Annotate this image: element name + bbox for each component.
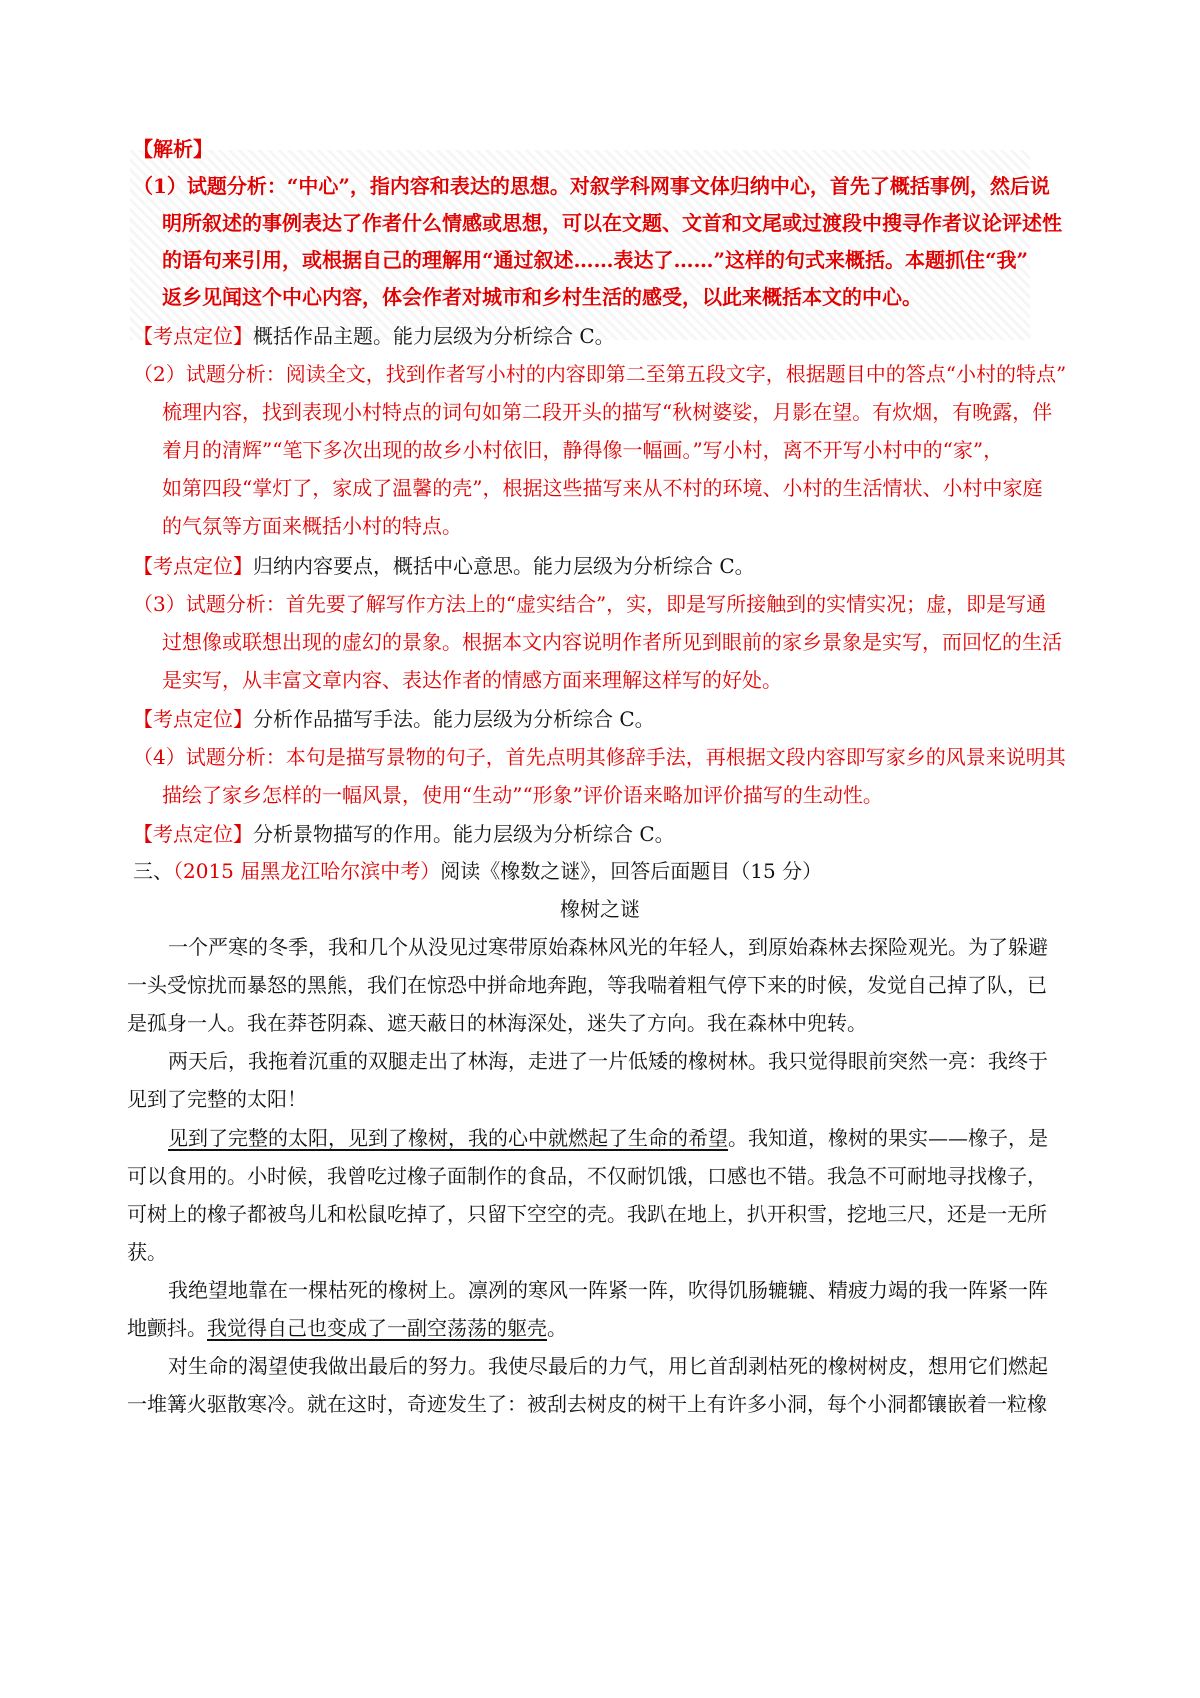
- p5-line-2: 一堆篝火驱散寒冷。就在这时，奇迹发生了：被刮去树皮的树干上有许多小洞，每个小洞都镶嵌着一粒橡: [127, 1392, 1047, 1416]
- kaodian-text: 概括作品主题。能力层级为分析综合 C。: [253, 324, 615, 348]
- p3-line-3: 可树上的橡子都被鸟儿和松鼠吃掉了，只留下空空的壳。我趴在地上，扒开积雪，挖地三尺，还是一无所: [127, 1202, 1047, 1226]
- kaodian-label: 【考点定位】: [133, 707, 253, 731]
- underlined-sentence-1: 见到了完整的太阳，见到了橡树，我的心中就燃起了生命的希望: [168, 1126, 728, 1150]
- section-3-heading: [133, 857, 822, 885]
- q1-line-3: 的语句来引用，或根据自己的理解用“通过叙述……表达了……”这样的句式来概括。本题抓住“我”: [162, 248, 1029, 272]
- p3-line-2: 可以食用的。小时候，我曾吃过橡子面制作的食品，不仅耐饥饿，口感也不错。我急不可耐地寻找橡子，: [127, 1164, 1047, 1188]
- p4-pre: 地颤抖。: [127, 1316, 207, 1340]
- section-source: （2015 届黑龙江哈尔滨中考）: [173, 859, 441, 883]
- q2-line-2: 梳理内容，找到表现小村特点的词句如第二段开头的描写“秋树婆娑，月影在望。有炊烟，有晚露，伴: [162, 400, 1053, 424]
- q4-line-1: （4）试题分析：本句是描写景物的句子，首先点明其修辞手法，再根据文段内容即写家乡的风景来说明其: [133, 745, 1066, 769]
- p4-end: 。: [547, 1316, 567, 1340]
- q2-line-1: （2）试题分析：阅读全文，找到作者写小村的内容即第二至第五段文字，根据题目中的答点“小村的特点”: [133, 362, 1067, 386]
- q3-line-3: 是实写，从丰富文章内容、表达作者的情感方面来理解这样写的好处。: [162, 668, 782, 692]
- kaodian-label: 【考点定位】: [133, 324, 253, 348]
- p1-line-1: 一个严寒的冬季，我和几个从没见过寒带原始森林风光的年轻人，到原始森林去探险观光。为了躲避: [168, 935, 1048, 959]
- p1-line-2: 一头受惊扰而暴怒的黑熊，我们在惊恐中拼命地奔跑，等我喘着粗气停下来的时候，发觉自己掉了队，已: [127, 973, 1047, 997]
- q2-line-3: 着月的清辉”“笔下多次出现的故乡小村依旧，静得像一幅画。”写小村，离不开写小村中的“家”，: [162, 438, 1004, 462]
- q1-line-4: 返乡见闻这个中心内容，体会作者对城市和乡村生活的感受，以此来概括本文的中心。: [162, 285, 922, 309]
- kaodian-2: [133, 552, 755, 580]
- q1-line-2: 明所叙述的事例表达了作者什么情感或思想，可以在文题、文首和文尾或过渡段中搜寻作者议论评述性: [162, 211, 1062, 235]
- kaodian-3: [133, 705, 655, 733]
- kaodian-4: [133, 820, 675, 848]
- p5-line-1: 对生命的渴望使我做出最后的努力。我使尽最后的力气，用匕首刮剥枯死的橡树树皮，想用它们燃起: [168, 1354, 1048, 1378]
- section-number: 三、: [133, 859, 173, 883]
- p4-line-2: [127, 1314, 567, 1342]
- article-title: 橡树之谜: [560, 897, 640, 921]
- p3-line-1: [168, 1124, 1048, 1152]
- analysis-header: 【解析】: [133, 137, 213, 161]
- kaodian-1: [133, 322, 615, 350]
- kaodian-label: 【考点定位】: [133, 822, 253, 846]
- section-task: 阅读《橡数之谜》，回答后面题目（15 分）: [440, 859, 823, 883]
- q3-line-2: 过想像或联想出现的虚幻的景象。根据本文内容说明作者所见到眼前的家乡景象是实写，而回忆的生活: [162, 630, 1062, 654]
- q2-line-4: 如第四段“掌灯了，家成了温馨的壳”，根据这些描写来从不村的环境、小村的生活情状、小村中家庭: [162, 476, 1043, 500]
- kaodian-label: 【考点定位】: [133, 554, 253, 578]
- q2-line-5: 的气氛等方面来概括小村的特点。: [162, 514, 462, 538]
- p4-line-1: 我绝望地靠在一棵枯死的橡树上。凛冽的寒风一阵紧一阵，吹得饥肠辘辘、精疲力竭的我一阵紧一阵: [168, 1278, 1048, 1302]
- q3-line-1: （3）试题分析：首先要了解写作方法上的“虚实结合”，实，即是写所接触到的实情实况；虚，即是写通: [133, 592, 1047, 616]
- p2-line-1: 两天后，我拖着沉重的双腿走出了林海，走进了一片低矮的橡树林。我只觉得眼前突然一亮：我终于: [168, 1049, 1048, 1073]
- underlined-sentence-2: 我觉得自己也变成了一副空荡荡的躯壳: [207, 1316, 547, 1340]
- kaodian-text: 归纳内容要点，概括中心意思。能力层级为分析综合 C。: [253, 554, 755, 578]
- kaodian-text: 分析作品描写手法。能力层级为分析综合 C。: [253, 707, 655, 731]
- kaodian-text: 分析景物描写的作用。能力层级为分析综合 C。: [253, 822, 675, 846]
- p3-rest: 。我知道，橡树的果实——橡子，是: [728, 1126, 1048, 1150]
- p1-line-3: 是孤身一人。我在莽苍阴森、遮天蔽日的林海深处，迷失了方向。我在森林中兜转。: [127, 1011, 867, 1035]
- p2-line-2: 见到了完整的太阳！: [127, 1087, 307, 1111]
- q1-line-1: （1）试题分析：“中心”，指内容和表达的思想。对叙学科网事文体归纳中心，首先了概括事例，然后说: [133, 174, 1050, 198]
- p3-line-4: 获。: [127, 1240, 167, 1264]
- q4-line-2: 描绘了家乡怎样的一幅风景，使用“生动”“形象”评价语来略加评价描写的生动性。: [162, 783, 883, 807]
